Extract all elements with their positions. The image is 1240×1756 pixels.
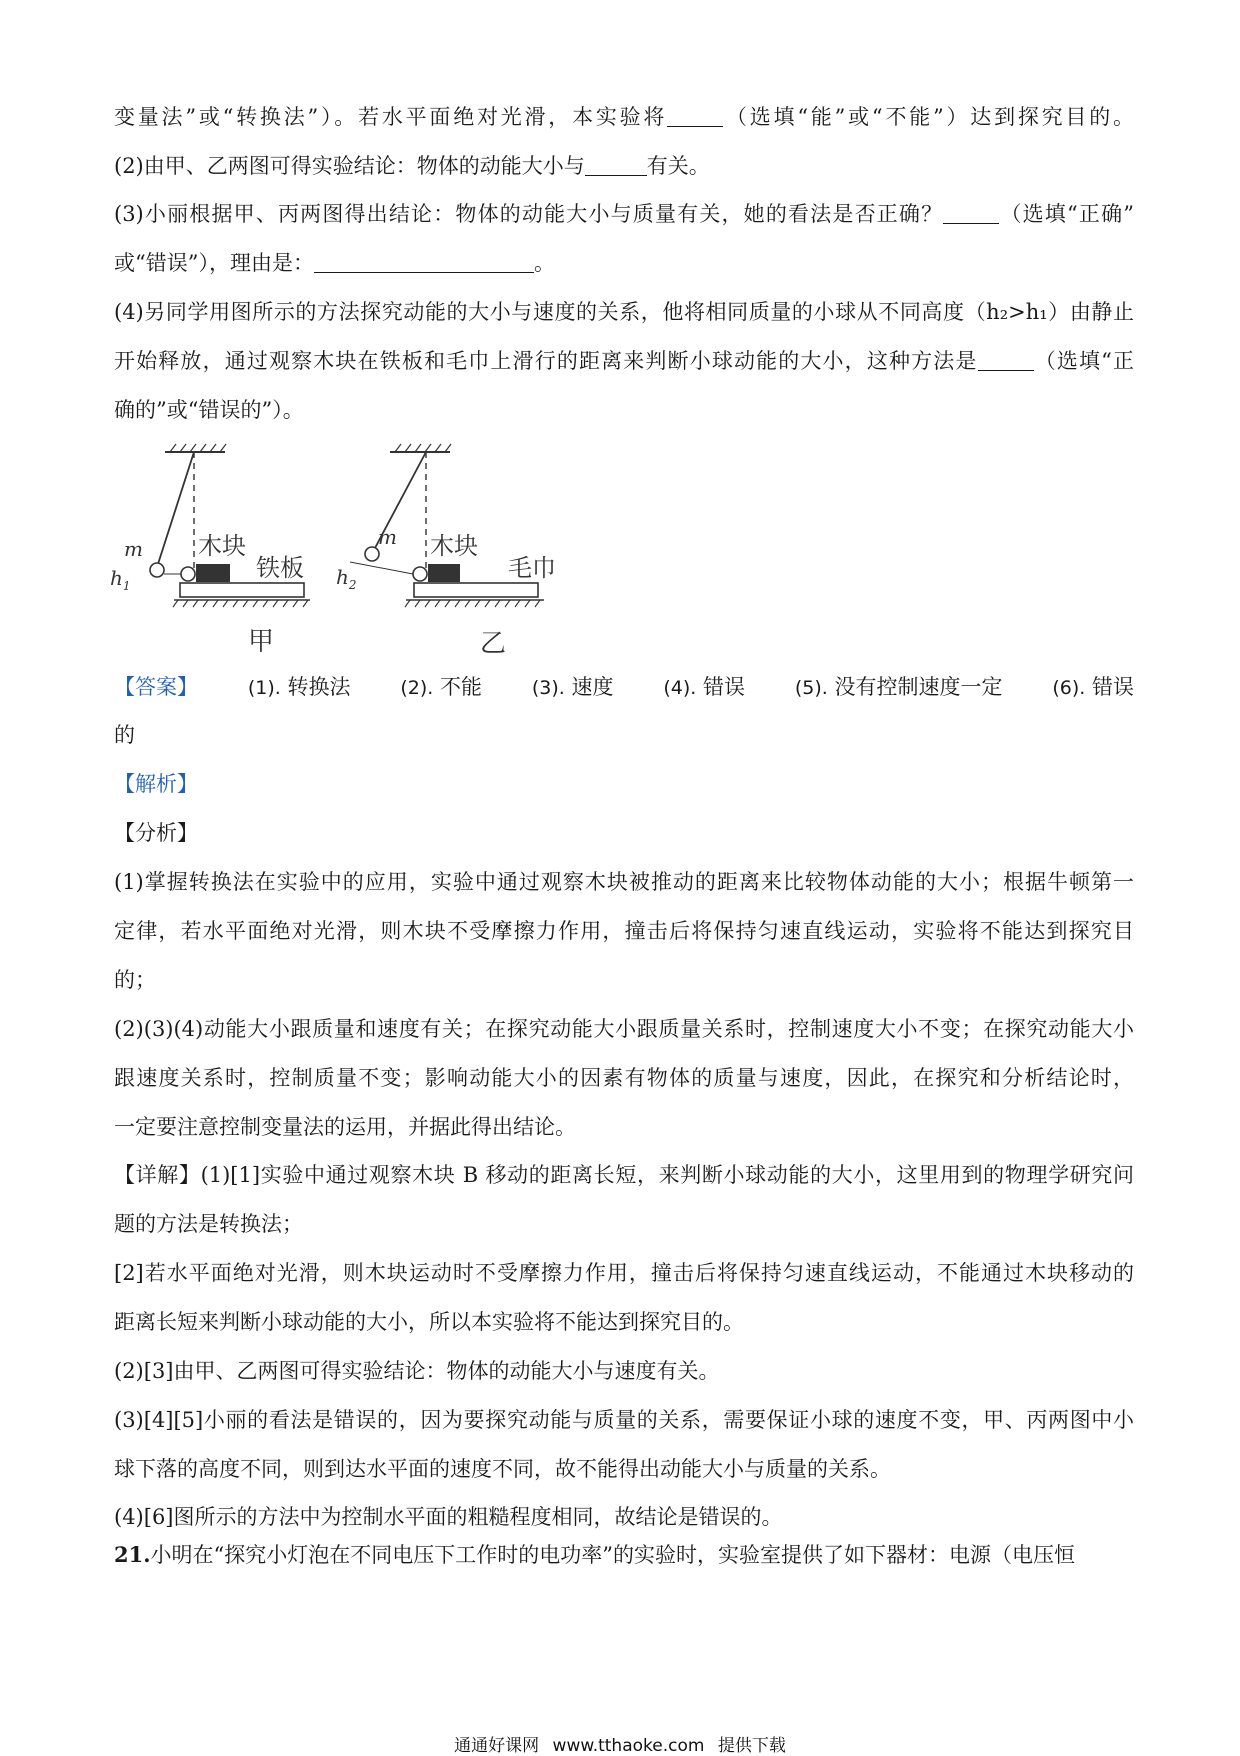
- fenxi-line: 定律，若水平面绝对光滑，则木块不受摩擦力作用，撞击后将保持匀速直线运动，实验将不能达到探究目: [114, 919, 1134, 943]
- question-line: 变量法”或“转换法”）。若水平面绝对光滑，本实验将 （选填“能”或“不能”）达到探究目的。: [114, 105, 1134, 129]
- answer-blank[interactable]: [943, 201, 999, 224]
- page-footer: [0, 1731, 1240, 1756]
- detail-line: 球下落的高度不同，则到达水平面的速度不同，故不能得出动能大小与质量的关系。: [114, 1457, 891, 1481]
- caption-left: 甲: [248, 627, 275, 657]
- fenxi-line: 一定要注意控制变量法的运用，并据此得出结论。: [114, 1115, 576, 1139]
- apparatus-right: [336, 444, 556, 659]
- question-21: 21.小明在“探究小灯泡在不同电压下工作时的电功率”的实验时，实验室提供了如下器材：电源（电压恒: [114, 1542, 1076, 1567]
- fenxi-line: 的；: [114, 968, 156, 992]
- question-line: 或“错误”），理由是： 。: [114, 251, 555, 275]
- height-label-right: $h_2$: [336, 565, 357, 592]
- footer-url[interactable]: www.tthaoke.com: [552, 1736, 705, 1756]
- answer-item: (5). 没有控制速度一定: [794, 675, 1003, 699]
- detail-line: (4)[6]图所示的方法中为控制水平面的粗糙程度相同，故结论是错误的。: [114, 1505, 783, 1529]
- apparatus-left: [110, 444, 310, 657]
- answer-item: (1). 转换法: [247, 675, 351, 699]
- caption-right: 乙: [480, 629, 507, 659]
- detail-line: [2]若水平面绝对光滑，则木块运动时不受摩擦力作用，撞击后将保持匀速直线运动，不能通过木块移动的: [114, 1261, 1134, 1285]
- footer-suffix: 提供下载: [717, 1736, 786, 1756]
- fenxi-tag: 【分析】: [114, 821, 198, 845]
- detail-line: (2)[3]由甲、乙两图可得实验结论：物体的动能大小与速度有关。: [114, 1359, 720, 1383]
- answer-tag: 【答案】: [114, 675, 198, 699]
- answer-blank[interactable]: [667, 104, 723, 127]
- question-line: 确的”或“错误的”）。: [114, 398, 304, 422]
- answer-item: (4). 错误: [663, 675, 745, 699]
- fenxi-line: (2)(3)(4)动能大小跟质量和速度有关；在探究动能大小跟质量关系时，控制速度大小不变；在探究动能大小: [114, 1017, 1134, 1041]
- question-line: (2)由甲、乙两图可得实验结论：物体的动能大小与 有关。: [114, 154, 710, 178]
- detail-line: 距离长短来判断小球动能的大小，所以本实验将不能达到探究目的。: [114, 1310, 744, 1334]
- answer-row: [114, 672, 1134, 703]
- mass-label-left: m: [124, 537, 143, 561]
- fenxi-line: 跟速度关系时，控制质量不变；影响动能大小的因素有物体的质量与速度，因此，在探究和分析结论时，: [114, 1066, 1134, 1090]
- analysis-tag: 【解析】: [114, 772, 198, 796]
- mass-label-right: m: [378, 525, 397, 549]
- detail-line: 【详解】(1)[1]实验中通过观察木块 B 移动的距离长短，来判断小球动能的大小，这里用到的物理学研究问: [114, 1163, 1135, 1187]
- question-line: (4)另同学用图所示的方法探究动能的大小与速度的关系，他将相同质量的小球从不同高度（h₂>h₁）由静止: [114, 300, 1134, 324]
- block-label-right: 木块: [430, 532, 478, 560]
- experiment-figure: [110, 440, 580, 660]
- detail-tag: 【详解】: [114, 1163, 201, 1187]
- answer-blank[interactable]: [585, 153, 647, 176]
- surface-label-left: 铁板: [256, 554, 304, 582]
- answer-blank[interactable]: [314, 250, 534, 273]
- footer-site: 通通好课网: [454, 1736, 540, 1756]
- answer-item: (6). 错误: [1052, 675, 1134, 699]
- answer-item: (2). 不能: [400, 675, 482, 699]
- answer-continuation: 的: [114, 723, 135, 747]
- question-line: 开始释放，通过观察木块在铁板和毛巾上滑行的距离来判断小球动能的大小，这种方法是 （选填“正: [114, 349, 1134, 373]
- fenxi-line: (1)掌握转换法在实验中的应用，实验中通过观察木块被推动的距离来比较物体动能的大小；根据牛顿第一: [114, 870, 1134, 894]
- height-label-left: $h_1$: [110, 566, 131, 593]
- answer-item: (3). 速度: [531, 675, 614, 699]
- detail-line: 题的方法是转换法；: [114, 1212, 303, 1236]
- block-label-left: 木块: [198, 532, 246, 560]
- answer-blank[interactable]: [978, 348, 1034, 371]
- surface-label-right: 毛巾: [508, 554, 556, 582]
- question-line: (3)小丽根据甲、丙两图得出结论：物体的动能大小与质量有关，她的看法是否正确？ （选填“正确”: [114, 202, 1134, 226]
- detail-line: (3)[4][5]小丽的看法是错误的，因为要探究动能与质量的关系，需要保证小球的速度不变，甲、丙两图中小: [114, 1408, 1134, 1432]
